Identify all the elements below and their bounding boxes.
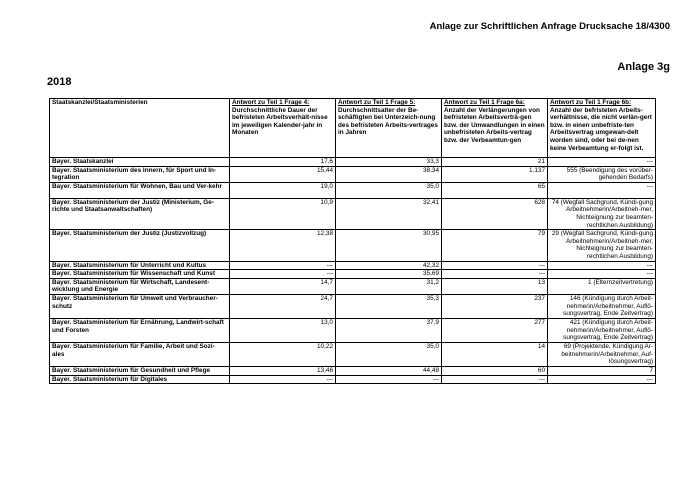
- table-row: [50, 158, 656, 167]
- q6a-value: 79: [442, 230, 548, 261]
- q6a-value: ---: [442, 270, 548, 279]
- q5-value: 42,32: [336, 261, 442, 270]
- q6b-value: ---: [548, 261, 656, 270]
- q6a-value: 628: [442, 198, 548, 229]
- q5-value: 35,0: [336, 182, 442, 198]
- annex-label: Anlage 3g: [617, 61, 670, 73]
- q4-value: ---: [230, 375, 336, 384]
- q4-value: 14,7: [230, 278, 336, 294]
- ministry-name: Bayer. Staatskanzlei: [50, 158, 230, 167]
- ministry-name: Bayer. Staatsministerium für Familie, Arbeit und Sozi-ales: [50, 342, 230, 366]
- q6a-value: 1.137: [442, 166, 548, 182]
- q4-value: 10,22: [230, 342, 336, 366]
- q6b-value: 421 (Kündigung durch Arbeit-nehmerin/Arbeitnehmer, Auflö-sungsvertrag, Ende Zeitvertrag): [548, 318, 656, 342]
- q6b-value: 69 (Projektende, Kündigung Ar-beitnehmerin/Arbeitnehmer, Auf-lösungsvertrag): [548, 342, 656, 366]
- q4-value: 24,7: [230, 294, 336, 318]
- q5-value: 35,3: [336, 294, 442, 318]
- q4-value: 15,44: [230, 166, 336, 182]
- q5-value: 31,2: [336, 278, 442, 294]
- table-row: [50, 294, 656, 318]
- col-header-q4: [230, 99, 336, 158]
- ministry-name: Bayer. Staatsministerium für Umwelt und Verbraucher-schutz: [50, 294, 230, 318]
- col-desc: Durchschnittliche Dauer der befristeten Arbeitsverhält-nisse im jeweiligen Kalender-jahr in Monaten: [232, 106, 328, 137]
- col-title: Antwort zu Teil 1 Frage 6b:: [550, 99, 632, 106]
- q5-value: ---: [336, 375, 442, 384]
- col-title: Staatskanzlei/Staatsministerien: [52, 99, 148, 106]
- q4-value: ---: [230, 261, 336, 270]
- q5-value: 35,0: [336, 342, 442, 366]
- q6b-value: ---: [548, 158, 656, 167]
- q6a-value: 237: [442, 294, 548, 318]
- q6a-value: 13: [442, 278, 548, 294]
- q5-value: 44,48: [336, 366, 442, 375]
- q4-value: 19,0: [230, 182, 336, 198]
- col-title: Antwort zu Teil 1 Frage 4:: [232, 99, 310, 106]
- q5-value: 32,41: [336, 198, 442, 229]
- year-heading: 2018: [47, 76, 72, 88]
- col-desc: Durchschnittsalter der Be-schäftigten bei Unterzeich-nung des befristeten Arbeits-vertrages in Jahren: [338, 106, 438, 137]
- table-row: [50, 342, 656, 366]
- col-header-q5: [336, 99, 442, 158]
- ministry-name: Bayer. Staatsministerium für Unterricht und Kultus: [50, 261, 230, 270]
- q6b-value: ---: [548, 182, 656, 198]
- data-table: [49, 98, 656, 384]
- q6b-value: 146 (Kündigung durch Arbeit-nehmerin/Arbeitnehmer, Auflö-sungsvertrag, Ende Zeitvertrag): [548, 294, 656, 318]
- q4-value: 13,46: [230, 366, 336, 375]
- table-row: [50, 278, 656, 294]
- q5-value: 35,69: [336, 270, 442, 279]
- q4-value: 13,0: [230, 318, 336, 342]
- q6b-value: 555 (Beendigung des vorüber-gehenden Bedarfs): [548, 166, 656, 182]
- col-header-q6a: [442, 99, 548, 158]
- q6a-value: 60: [442, 366, 548, 375]
- q6a-value: 14: [442, 342, 548, 366]
- document-reference: Anlage zur Schriftlichen Anfrage Drucksache 18/4300: [429, 21, 670, 32]
- q4-value: 12,38: [230, 230, 336, 261]
- q6b-value: 1 (Elternzeitvertretung): [548, 278, 656, 294]
- q6a-value: 21: [442, 158, 548, 167]
- q5-value: 37,9: [336, 318, 442, 342]
- q6b-value: 74 (Wegfall Sachgrund, Kündi-gung Arbeitnehmerin/Arbeitneh-mer, Nichteignung zur beamten-rechtlichen Ausbildung): [548, 198, 656, 229]
- q5-value: 30,95: [336, 230, 442, 261]
- q6b-value: 7: [548, 366, 656, 375]
- table-row: [50, 182, 656, 198]
- q6b-value: ---: [548, 270, 656, 279]
- q5-value: 33,3: [336, 158, 442, 167]
- table-row: [50, 318, 656, 342]
- ministry-name: Bayer. Staatsministerium der Justiz (Ministerium, Ge-richte und Staatsanwaltschaften): [50, 198, 230, 229]
- table-row: [50, 261, 656, 270]
- table-row: [50, 166, 656, 182]
- q6a-value: ---: [442, 261, 548, 270]
- table-header-row: [50, 99, 656, 158]
- col-desc: Anzahl der Verlängerungen von befristeten Arbeitsverträ-gen bzw. der Umwandlungen in einen unbefristeten Arbeits-vertrag bzw. der Verbeamtun-gen: [444, 106, 545, 144]
- q6a-value: 277: [442, 318, 548, 342]
- table-row: [50, 230, 656, 261]
- table-row: [50, 198, 656, 229]
- q5-value: 38,34: [336, 166, 442, 182]
- ministry-name: Bayer. Staatsministerium der Justiz (Justizvollzug): [50, 230, 230, 261]
- col-title: Antwort zu Teil 1 Frage 6a:: [444, 99, 525, 106]
- q4-value: 17,6: [230, 158, 336, 167]
- table-row: [50, 375, 656, 384]
- ministry-name: Bayer. Staatsministerium für Digitales: [50, 375, 230, 384]
- table-row: [50, 270, 656, 279]
- q4-value: ---: [230, 270, 336, 279]
- q4-value: 10,9: [230, 198, 336, 229]
- q6b-value: ---: [548, 375, 656, 384]
- ministry-name: Bayer. Staatsministerium des Innern, für Sport und In-tegration: [50, 166, 230, 182]
- ministry-name: Bayer. Staatsministerium für Ernährung, Landwirt-schaft und Forsten: [50, 318, 230, 342]
- col-header-q6b: [548, 99, 656, 158]
- table-row: [50, 366, 656, 375]
- col-desc: Anzahl der befristeten Arbeits-verhältnisse, die nicht verlän-gert bzw. in einen unbefriste-ten Arbeitsvertrag umgewan-delt worden sind, oder bei de-nen keine Verbeamtung er-folgt ist.: [550, 106, 652, 152]
- ministry-name: Bayer. Staatsministerium für Wirtschaft, Landesent-wicklung und Energie: [50, 278, 230, 294]
- ministry-name: Bayer. Staatsministerium für Wohnen, Bau und Ver-kehr: [50, 182, 230, 198]
- col-title: Antwort zu Teil 1 Frage 5:: [338, 99, 416, 106]
- q6a-value: ---: [442, 375, 548, 384]
- ministry-name: Bayer. Staatsministerium für Gesundheit und Pflege: [50, 366, 230, 375]
- q6a-value: 65: [442, 182, 548, 198]
- col-header-ministry: [50, 99, 230, 158]
- q6b-value: 29 (Wegfall Sachgrund, Kündi-gung Arbeitnehmerin/Arbeitneh-mer, Nichteignung zur beamten-rechtlichen Ausbildung): [548, 230, 656, 261]
- ministry-name: Bayer. Staatsministerium für Wissenschaft und Kunst: [50, 270, 230, 279]
